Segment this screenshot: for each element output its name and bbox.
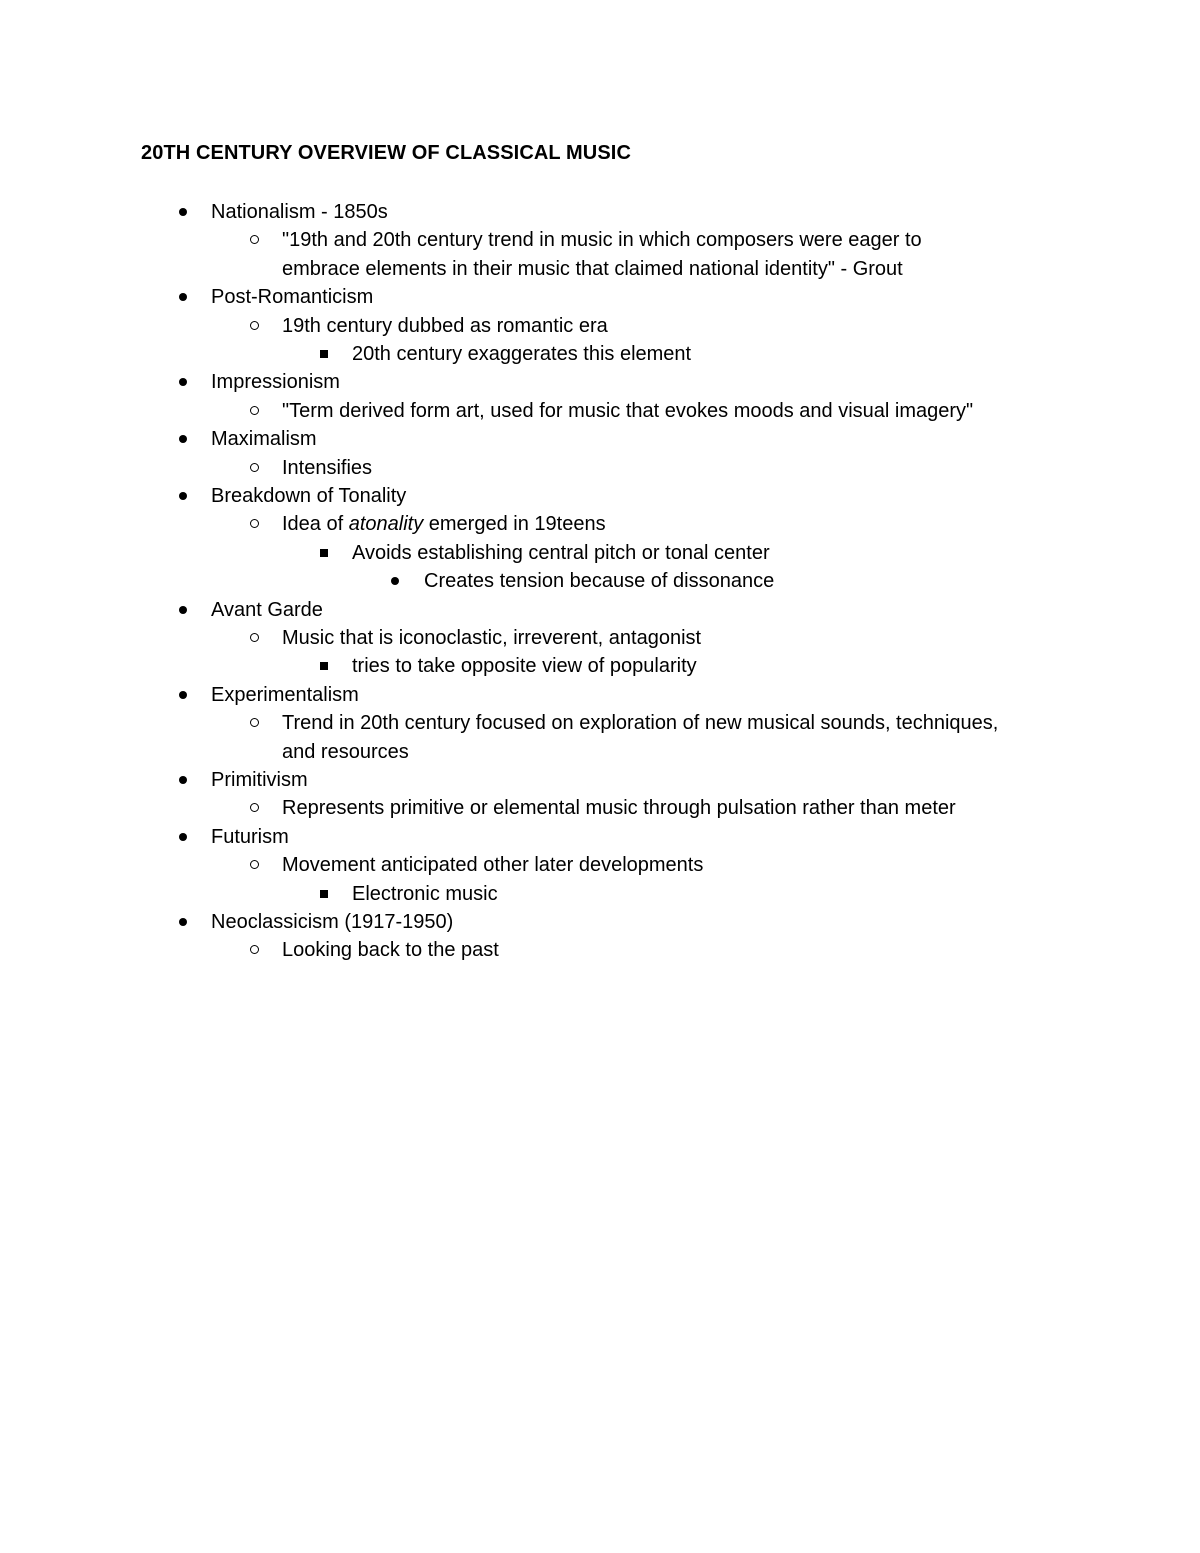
outline-item-level-4: Creates tension because of dissonance	[424, 570, 775, 593]
hollow-circle-bullet-icon	[250, 321, 259, 330]
square-bullet-icon	[320, 549, 328, 557]
filled-circle-bullet-icon	[179, 918, 187, 926]
filled-circle-bullet-icon	[179, 293, 187, 301]
outline-item-level-1: Primitivism	[211, 769, 308, 791]
hollow-circle-bullet-icon	[250, 718, 259, 727]
filled-circle-bullet-icon	[179, 378, 187, 386]
outline-item-level-2: and resources	[282, 740, 409, 763]
filled-circle-bullet-icon	[391, 577, 399, 585]
filled-circle-bullet-icon	[179, 492, 187, 500]
outline-item-level-2: "Term derived form art, used for music that evokes moods and visual imagery"	[282, 399, 974, 422]
square-bullet-icon	[320, 890, 328, 898]
outline-text-emphasis: atonality	[348, 513, 424, 536]
hollow-circle-bullet-icon	[250, 235, 259, 244]
outline-item-level-3: Electronic music	[352, 882, 498, 905]
filled-circle-bullet-icon	[179, 833, 187, 841]
outline-item-level-2: Trend in 20th century focused on exploration of new musical sounds, techniques,	[282, 712, 999, 735]
outline-item-level-2: Looking back to the past	[282, 939, 499, 962]
filled-circle-bullet-icon	[179, 606, 187, 614]
filled-circle-bullet-icon	[179, 776, 187, 784]
hollow-circle-bullet-icon	[250, 406, 259, 415]
outline-text: emerged in 19teens	[423, 513, 606, 536]
hollow-circle-bullet-icon	[250, 519, 259, 528]
outline-item-level-2: 19th century dubbed as romantic era	[282, 314, 608, 337]
square-bullet-icon	[320, 662, 328, 670]
outline-item-level-1: Maximalism	[211, 428, 317, 451]
document-title: 20TH CENTURY OVERVIEW OF CLASSICAL MUSIC	[141, 142, 631, 164]
outline-item-level-1: Nationalism - 1850s	[211, 201, 388, 223]
filled-circle-bullet-icon	[179, 435, 187, 443]
filled-circle-bullet-icon	[179, 208, 187, 216]
outline-item-level-2: Intensifies	[282, 456, 373, 479]
filled-circle-bullet-icon	[179, 691, 187, 699]
hollow-circle-bullet-icon	[250, 945, 259, 954]
outline-item-level-1: Breakdown of Tonality	[211, 485, 407, 507]
hollow-circle-bullet-icon	[250, 463, 259, 472]
outline-item-level-2: "19th and 20th century trend in music in which composers were eager to	[282, 229, 922, 252]
outline-item-level-3: tries to take opposite view of popularity	[352, 655, 697, 678]
outline-item-level-2	[282, 510, 606, 538]
hollow-circle-bullet-icon	[250, 860, 259, 869]
outline-item-level-1: Avant Garde	[211, 598, 323, 621]
outline-item-level-1: Neoclassicism (1917-1950)	[211, 911, 454, 933]
hollow-circle-bullet-icon	[250, 803, 259, 812]
outline-item-level-3: 20th century exaggerates this element	[352, 343, 692, 365]
outline-item-level-1: Experimentalism	[211, 683, 359, 706]
outline-text: Idea of	[282, 513, 349, 536]
square-bullet-icon	[320, 350, 328, 358]
outline-item-level-3: Avoids establishing central pitch or tonal center	[352, 541, 770, 564]
outline-item-level-2: Movement anticipated other later developments	[282, 854, 704, 877]
outline-item-level-2: Music that is iconoclastic, irreverent, antagonist	[282, 627, 702, 649]
outline-item-level-2: Represents primitive or elemental music through pulsation rather than meter	[282, 797, 956, 820]
outline-item-level-1: Impressionism	[211, 371, 340, 394]
outline-item-level-1: Post-Romanticism	[211, 286, 374, 309]
outline-item-level-1: Futurism	[211, 825, 289, 848]
outline-item-level-2: embrace elements in their music that claimed national identity" - Grout	[282, 257, 903, 280]
hollow-circle-bullet-icon	[250, 633, 259, 642]
